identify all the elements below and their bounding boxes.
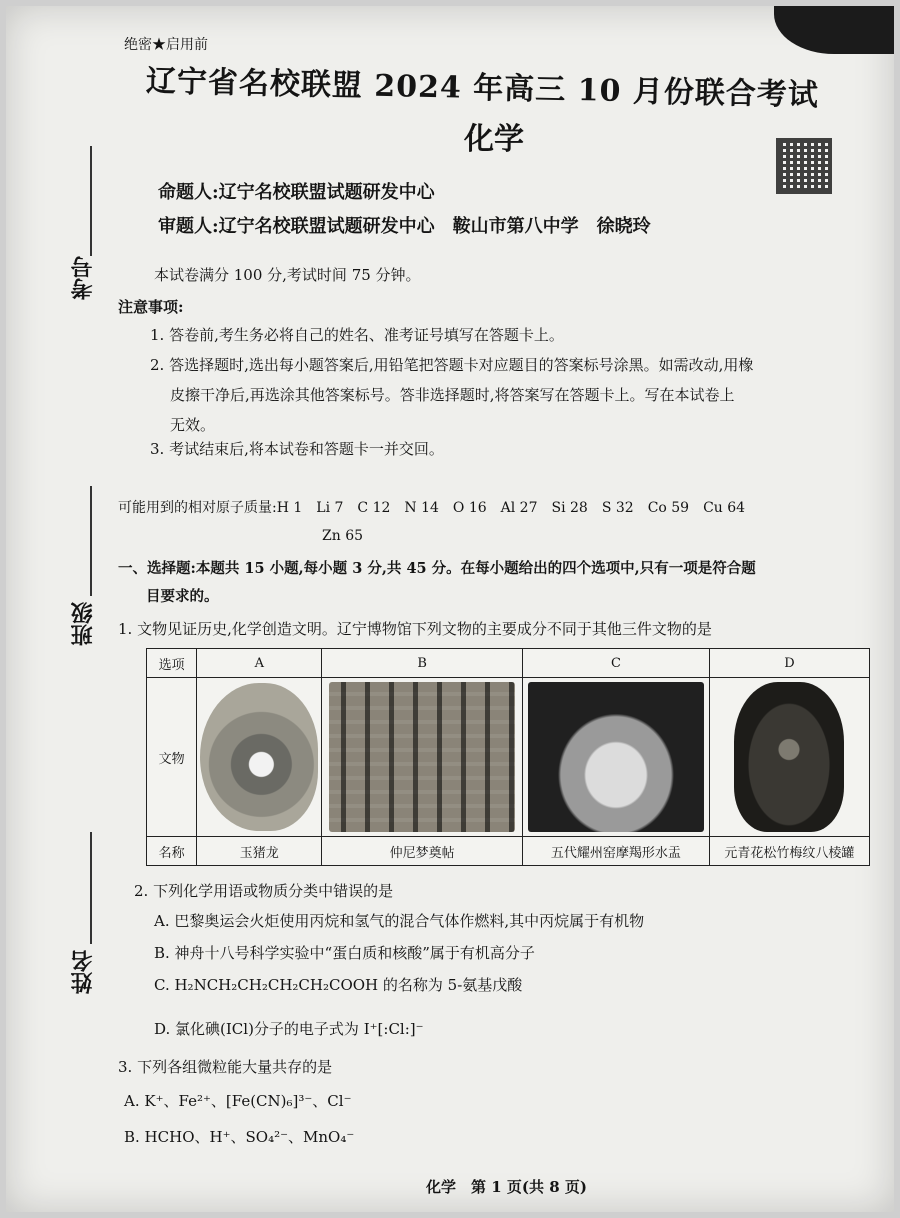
- atomic-masses-line1: 可能用到的相对原子质量:H 1 Li 7 C 12 N 14 O 16 Al 27 Si 28 S 32 Co 59 Cu 64: [118, 500, 746, 516]
- secret-mark: 绝密★启用前: [124, 37, 208, 53]
- exam-title: 辽宁省名校联盟 2024 年高三 10 月份联合考试: [145, 64, 820, 114]
- relic-cell-b: [322, 678, 523, 837]
- table-header-option: 选项: [147, 649, 197, 678]
- option-letter: A: [197, 649, 322, 678]
- jade-pig-dragon-image: [200, 683, 318, 831]
- subject-title: 化学: [464, 122, 524, 157]
- atomic-masses-line2: Zn 65: [322, 528, 364, 544]
- note-item: 皮擦干净后,再选涂其他答案标号。答非选择题时,将答案写在答题卡上。写在本试卷上: [170, 386, 735, 404]
- setter-line: 命题人:辽宁名校联盟试题研发中心: [158, 182, 435, 203]
- relic-name: 五代耀州窑摩羯形水盂: [523, 837, 710, 866]
- q2-option: C. H₂NCH₂CH₂CH₂CH₂COOH 的名称为 5-氨基戊酸: [154, 976, 523, 994]
- exam-no-line: [90, 146, 92, 256]
- note-item: 无效。: [170, 416, 216, 434]
- table-header-relic: 文物: [147, 678, 197, 837]
- class-line: [90, 486, 92, 596]
- q2-stem: 2. 下列化学用语或物质分类中错误的是: [134, 882, 394, 900]
- relic-name: 玉猪龙: [197, 837, 322, 866]
- q2-option: B. 神舟十八号科学实验中“蛋白质和核酸”属于有机高分子: [154, 944, 535, 962]
- table-header-name: 名称: [147, 837, 197, 866]
- qr-code-icon: [776, 138, 832, 194]
- q2-option: A. 巴黎奥运会火炬使用丙烷和氢气的混合气体作燃料,其中丙烷属于有机物: [154, 912, 645, 930]
- note-item: 2. 答选择题时,选出每小题答案后,用铅笔把答题卡对应题目的答案标号涂黑。如需改动,用橡: [150, 356, 754, 374]
- name-line: [90, 832, 92, 944]
- option-letter: D: [709, 649, 869, 678]
- side-label-name: 姓名: [71, 950, 96, 994]
- relic-name: 元青花松竹梅纹八棱罐: [709, 837, 869, 866]
- calligraphy-scroll-image: [329, 682, 515, 832]
- ceramic-water-vessel-image: [528, 682, 704, 832]
- option-letter: C: [523, 649, 710, 678]
- q3-option: B. HCHO、H⁺、SO₄²⁻、MnO₄⁻: [124, 1128, 355, 1146]
- relic-name: 仲尼梦奠帖: [322, 837, 523, 866]
- q2-option: D. 氯化碘(ICl)分子的电子式为 I⁺[:Cl:]⁻: [154, 1020, 424, 1038]
- photo-corner-shadow: [774, 6, 894, 54]
- q3-stem: 3. 下列各组微粒能大量共存的是: [118, 1058, 333, 1076]
- intro-text: 本试卷满分 100 分,考试时间 75 分钟。: [154, 266, 421, 284]
- note-item: 3. 考试结束后,将本试卷和答题卡一并交回。: [150, 440, 444, 458]
- relic-cell-c: [523, 678, 710, 837]
- q1-stem: 1. 文物见证历史,化学创造文明。辽宁博物馆下列文物的主要成分不同于其他三件文物的是: [118, 620, 712, 638]
- notes-heading: 注意事项:: [118, 298, 184, 316]
- exam-page: [6, 6, 894, 1212]
- reviewer-line: 审题人:辽宁名校联盟试题研发中心 鞍山市第八中学 徐晓玲: [158, 216, 651, 237]
- relic-cell-d: [709, 678, 869, 837]
- blue-white-jar-image: [734, 682, 844, 832]
- section1-heading: 一、选择题:本题共 15 小题,每小题 3 分,共 45 分。在每小题给出的四个选项中,只有一项是符合题: [118, 560, 756, 577]
- note-item: 1. 答卷前,考生务必将自己的姓名、准考证号填写在答题卡上。: [150, 326, 564, 344]
- side-label-exam-no: 考号: [71, 256, 96, 300]
- side-label-class: 班级: [71, 602, 96, 646]
- q3-option: A. K⁺、Fe²⁺、[Fe(CN)₆]³⁻、Cl⁻: [124, 1092, 352, 1110]
- page-footer: 化学 第 1 页(共 8 页): [426, 1178, 587, 1196]
- option-letter: B: [322, 649, 523, 678]
- q1-relic-table: [146, 648, 870, 866]
- section1-heading-cont: 目要求的。: [146, 588, 219, 605]
- relic-cell-a: [197, 678, 322, 837]
